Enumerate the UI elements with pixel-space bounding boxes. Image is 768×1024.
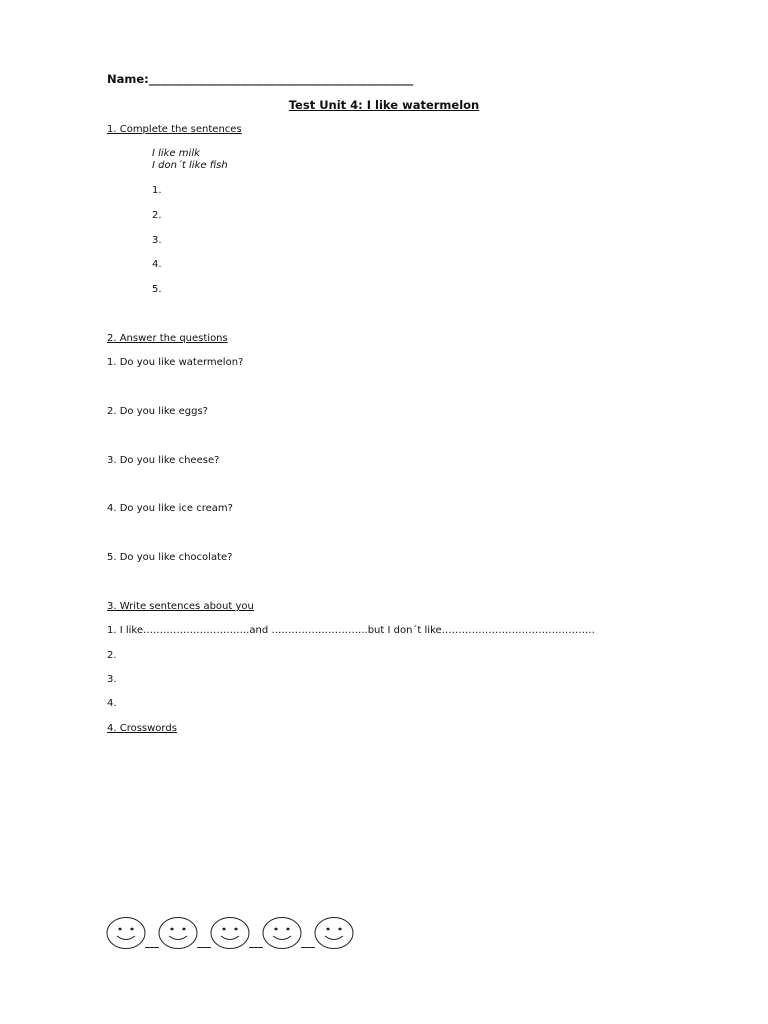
- section1-item-4: 4.: [152, 259, 162, 270]
- example-sentence-1: I like milk: [152, 148, 200, 159]
- sentence-line-4: 4.: [107, 698, 117, 709]
- smiley-face-icon: [106, 916, 146, 950]
- question-3: 3. Do you like cheese?: [107, 455, 220, 466]
- section2-heading: 2. Answer the questions: [107, 333, 228, 344]
- smiley-face-icon: [210, 916, 250, 950]
- section1-item-1: 1.: [152, 185, 162, 196]
- smiley-face-icon: [262, 916, 302, 950]
- smiley-face-icon: [314, 916, 354, 950]
- smiley-face-row: [106, 916, 354, 950]
- sentence-line-2: 2.: [107, 650, 117, 661]
- section4-heading: 4. Crosswords: [107, 723, 177, 734]
- section1-item-5: 5.: [152, 284, 162, 295]
- section1-item-2: 2.: [152, 210, 162, 221]
- question-2: 2. Do you like eggs?: [107, 406, 208, 417]
- question-5: 5. Do you like chocolate?: [107, 552, 233, 563]
- smiley-face-icon: [158, 916, 198, 950]
- sentence-line-1: 1. I like…………………………..and ………………………..but I don´t like……………………………………….: [107, 625, 595, 636]
- blank-separator: [301, 946, 315, 948]
- blank-separator: [249, 946, 263, 948]
- sentence-line-3: 3.: [107, 674, 117, 685]
- page-title: Test Unit 4: I like watermelon: [288, 98, 480, 112]
- name-field-label: Name:______________________________________________: [107, 72, 414, 86]
- question-1: 1. Do you like watermelon?: [107, 357, 244, 368]
- blank-separator: [197, 946, 211, 948]
- blank-separator: [145, 946, 159, 948]
- section1-item-3: 3.: [152, 235, 162, 246]
- question-4: 4. Do you like ice cream?: [107, 503, 233, 514]
- section3-heading: 3. Write sentences about you: [107, 601, 254, 612]
- example-sentence-2: I don´t like fish: [152, 160, 228, 171]
- section1-heading: 1. Complete the sentences: [107, 124, 242, 135]
